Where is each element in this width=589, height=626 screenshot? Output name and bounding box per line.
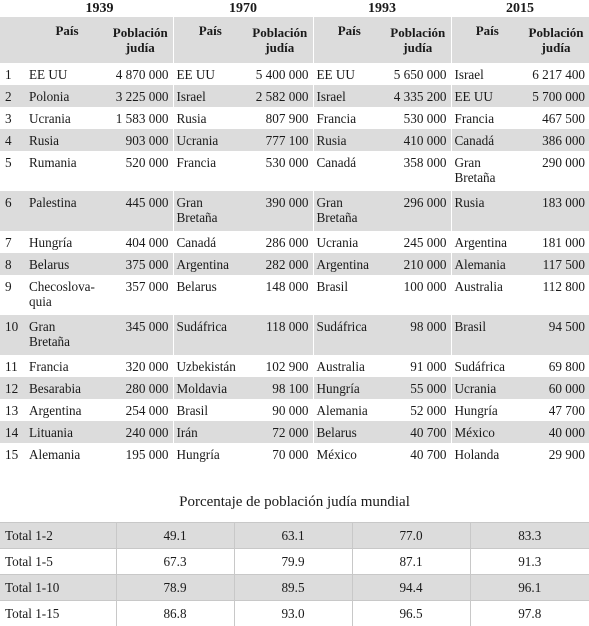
country-cell [26,191,108,231]
population-cell: 52 000 [410,403,447,418]
totals-value: 94.4 [352,575,470,601]
country-name: Argentina [454,235,507,250]
country-cell [451,191,523,231]
totals-row [0,601,589,626]
population-cell: 5 650 000 [393,67,447,82]
table-row [0,399,589,421]
rank-cell: 1 [5,67,12,82]
country-name: Canadá [316,155,357,170]
rank-cell: 7 [5,235,12,250]
country-cell [26,421,108,443]
population-cell: 4 870 000 [115,67,169,82]
population-header-line1: Población [390,25,446,40]
population-cell: 5 400 000 [255,67,309,82]
country-cell [451,421,523,443]
totals-value: 67.3 [116,549,234,575]
table-row [0,355,589,377]
country-column-header: País [451,17,523,63]
rank-cell: 9 [5,279,12,294]
table-row [0,85,589,107]
country-cell [26,275,108,315]
country-name: Sudáfrica [176,319,228,334]
country-cell [173,275,247,315]
country-cell [173,151,247,191]
totals-value: 63.1 [234,523,352,549]
population-cell: 90 000 [272,403,309,418]
country-name: Francia [29,359,69,374]
country-name: Israel [176,89,206,104]
table-row [0,191,589,231]
country-column-header: País [26,17,108,63]
country-cell [173,421,247,443]
year-header: 1993 [368,1,396,16]
country-name: México [454,425,495,440]
totals-value: 86.8 [116,601,234,626]
country-cell [173,377,247,399]
country-cell [313,377,385,399]
country-name: Rusia [176,111,207,126]
country-name: Palestina [29,195,77,210]
country-name: Brasil [454,319,487,334]
country-cell [173,85,247,107]
country-name: Sudáfrica [454,359,506,374]
rank-cell: 15 [5,447,19,462]
totals-label: Total 1-15 [0,601,116,626]
population-column-header [523,17,589,63]
population-cell: 245 000 [403,235,447,250]
table-row [0,63,589,85]
country-name: Irán [176,425,198,440]
country-cell [173,315,247,355]
country-name: Hungría [29,235,73,250]
country-cell [313,443,385,465]
totals-value: 83.3 [470,523,589,549]
totals-value: 87.1 [352,549,470,575]
population-cell: 69 800 [548,359,585,374]
country-cell [173,191,247,231]
totals-row [0,575,589,601]
country-cell [451,107,523,129]
country-cell [313,315,385,355]
country-name: Argentina [316,257,369,272]
population-cell: 520 000 [125,155,169,170]
country-name: Alemania [316,403,368,418]
population-cell: 445 000 [108,191,173,231]
population-cell: 100 000 [403,279,447,294]
country-cell [313,151,385,191]
country-cell [451,129,523,151]
country-name: Hungría [176,447,220,462]
totals-value: 77.0 [352,523,470,549]
population-header-line1: Población [252,25,308,40]
country-name: Brasil [176,403,209,418]
country-name: Rusia [454,195,485,210]
population-cell: 40 700 [410,447,447,462]
rank-cell: 11 [5,359,18,374]
country-cell [451,151,523,191]
country-name: Polonia [29,89,70,104]
population-header-line2: judía [265,40,295,55]
country-column-header: País [313,17,385,63]
totals-row [0,549,589,575]
table-row [0,421,589,443]
totals-value: 96.5 [352,601,470,626]
population-cell: 375 000 [108,253,173,275]
rank-header-spacer [0,0,26,17]
population-cell: 410 000 [385,129,451,151]
totals-label: Total 1-5 [0,549,116,575]
totals-value: 89.5 [234,575,352,601]
population-cell: 148 000 [265,279,309,294]
country-name: Moldavia [176,381,228,396]
population-cell: 102 900 [265,359,309,374]
table-row [0,253,589,275]
population-cell: 60 000 [523,377,589,399]
country-cell [451,315,523,355]
country-cell [173,129,247,151]
country-name: Canadá [176,235,217,250]
country-cell [313,399,385,421]
country-name: Alemania [454,257,506,272]
population-cell: 282 000 [247,253,313,275]
country-name: Rumania [29,155,77,170]
country-name: Ucrania [176,133,219,148]
country-cell [26,315,108,355]
totals-value: 49.1 [116,523,234,549]
rank-cell: 13 [5,403,19,418]
country-cell [173,63,247,85]
table-row [0,231,589,253]
population-cell: 1 583 000 [115,111,169,126]
population-cell: 91 000 [410,359,447,374]
population-cell: 55 000 [385,377,451,399]
country-cell [26,355,108,377]
country-name: Australia [454,279,503,294]
population-cell: 296 000 [385,191,451,231]
population-cell: 70 000 [272,447,309,462]
country-name: Lituania [29,425,73,440]
country-cell [26,253,108,275]
year-header: 2015 [506,1,534,16]
population-column-header [385,17,451,63]
totals-value: 93.0 [234,601,352,626]
totals-label: Total 1-2 [0,523,116,549]
country-column-header: País [173,17,247,63]
country-cell [26,399,108,421]
population-cell: 3 225 000 [108,85,173,107]
country-name: Brasil [316,279,349,294]
table-row [0,129,589,151]
country-cell [173,355,247,377]
population-header-line2: judía [541,40,571,55]
country-cell [26,107,108,129]
country-name: Ucrania [29,111,71,126]
country-cell [451,231,523,253]
country-name: Canadá [454,133,495,148]
country-name: Belarus [29,257,70,272]
country-name: Gran [454,155,481,170]
country-name: Gran [316,195,343,210]
country-cell [313,85,385,107]
rank-cell: 4 [0,129,26,151]
population-cell: 345 000 [108,315,173,355]
population-cell: 320 000 [125,359,169,374]
country-cell [26,129,108,151]
totals-label: Total 1-10 [0,575,116,601]
country-name: Bretaña [316,210,358,225]
population-cell: 118 000 [247,315,313,355]
population-header-line1: Población [112,25,168,40]
rank-cell: 3 [5,111,12,126]
country-name: Bretaña [454,170,496,185]
country-cell [313,275,385,315]
population-cell: 112 800 [542,279,585,294]
country-name: México [316,447,357,462]
country-cell [26,85,108,107]
country-name: Ucrania [454,381,497,396]
population-cell: 183 000 [523,191,589,231]
population-cell: 195 000 [125,447,169,462]
population-cell: 6 217 400 [532,67,585,82]
country-cell [313,253,385,275]
population-cell: 47 700 [548,403,585,418]
country-name: Alemania [29,447,81,462]
country-cell [313,421,385,443]
population-cell: 280 000 [108,377,173,399]
rank-header [0,17,26,63]
totals-value: 97.8 [470,601,589,626]
totals-value: 96.1 [470,575,589,601]
country-name: Gran [29,319,56,334]
population-cell: 5 700 000 [523,85,589,107]
population-cell: 98 100 [247,377,313,399]
percentage-title: Porcentaje de población judía mundial [179,494,410,510]
population-cell: 357 000 [125,279,169,294]
year-header: 1970 [229,1,257,16]
population-column-header [247,17,313,63]
table-row [0,107,589,129]
country-name: Australia [316,359,365,374]
country-name: Hungría [454,403,498,418]
country-cell [451,377,523,399]
population-cell: 358 000 [403,155,447,170]
percentage-totals-table [0,522,589,626]
table-row [0,377,589,399]
population-cell: 40 000 [523,421,589,443]
country-name: Francia [316,111,357,126]
population-cell: 254 000 [125,403,169,418]
country-name: EE UU [316,67,355,82]
population-cell: 903 000 [108,129,173,151]
country-cell [26,151,108,191]
population-header-line2: judía [403,40,433,55]
country-name: Gran [176,195,203,210]
population-cell: 29 900 [548,447,585,462]
country-name: Ucrania [316,235,359,250]
rank-cell: 14 [0,421,26,443]
country-cell [173,399,247,421]
rank-cell: 5 [5,155,12,170]
population-cell: 467 500 [542,111,585,126]
country-cell [451,443,523,465]
column-header-row [0,17,589,63]
table-row [0,151,589,191]
country-cell [451,85,523,107]
country-cell [313,107,385,129]
population-cell: 98 000 [385,315,451,355]
table-row [0,315,589,355]
country-cell [451,399,523,421]
population-cell: 386 000 [523,129,589,151]
totals-value: 79.9 [234,549,352,575]
country-cell [313,191,385,231]
country-name: EE UU [29,67,68,82]
country-cell [451,253,523,275]
totals-value: 78.9 [116,575,234,601]
population-cell: 286 000 [265,235,309,250]
country-name: Besarabia [29,381,81,396]
rank-cell: 10 [0,315,26,355]
country-name: Argentina [29,403,82,418]
population-column-header [108,17,173,63]
population-cell: 72 000 [247,421,313,443]
country-name: Rusia [29,133,60,148]
country-name: Sudáfrica [316,319,368,334]
population-cell: 390 000 [247,191,313,231]
totals-row [0,523,589,549]
country-name: EE UU [176,67,215,82]
population-cell: 530 000 [265,155,309,170]
country-cell [26,377,108,399]
country-cell [173,443,247,465]
year-header: 1939 [85,1,114,16]
population-cell: 94 500 [523,315,589,355]
country-name: Belarus [176,279,217,294]
country-cell [313,355,385,377]
country-cell [451,275,523,315]
country-cell [173,107,247,129]
country-cell [26,63,108,85]
rank-cell: 8 [0,253,26,275]
rank-cell: 2 [0,85,26,107]
population-cell: 240 000 [108,421,173,443]
table-row [0,443,589,465]
population-header-line2: judía [125,40,155,55]
country-name: Israel [454,67,484,82]
population-cell: 210 000 [385,253,451,275]
population-cell: 530 000 [403,111,447,126]
population-cell: 777 100 [247,129,313,151]
population-cell: 2 582 000 [247,85,313,107]
population-header-line1: Población [528,25,584,40]
country-name: Francia [454,111,495,126]
population-cell: 807 900 [265,111,309,126]
country-cell [26,443,108,465]
country-name: Holanda [454,447,500,462]
country-name: Rusia [316,133,347,148]
country-name: Israel [316,89,346,104]
rank-cell: 6 [0,191,26,231]
country-name: Bretaña [176,210,218,225]
country-cell [173,253,247,275]
country-name: Belarus [316,425,357,440]
totals-value: 91.3 [470,549,589,575]
country-cell [451,63,523,85]
country-name: Bretaña [29,334,71,349]
country-name: Francia [176,155,217,170]
population-cell: 40 700 [385,421,451,443]
population-cell: 290 000 [542,155,585,170]
country-name: Argentina [176,257,229,272]
country-name: quia [29,294,52,309]
country-name: Checoslova- [29,279,95,294]
table-row [0,275,589,315]
population-cell: 4 335 200 [385,85,451,107]
country-name: Hungría [316,381,360,396]
country-cell [313,129,385,151]
year-header-row [0,0,589,17]
country-cell [451,355,523,377]
population-cell: 404 000 [125,235,169,250]
rank-cell: 12 [0,377,26,399]
country-name: EE UU [454,89,493,104]
country-name: Uzbekistán [176,359,236,374]
population-cell: 181 000 [542,235,585,250]
population-cell: 117 500 [523,253,589,275]
country-cell [313,231,385,253]
country-cell [26,231,108,253]
country-cell [173,231,247,253]
country-cell [313,63,385,85]
